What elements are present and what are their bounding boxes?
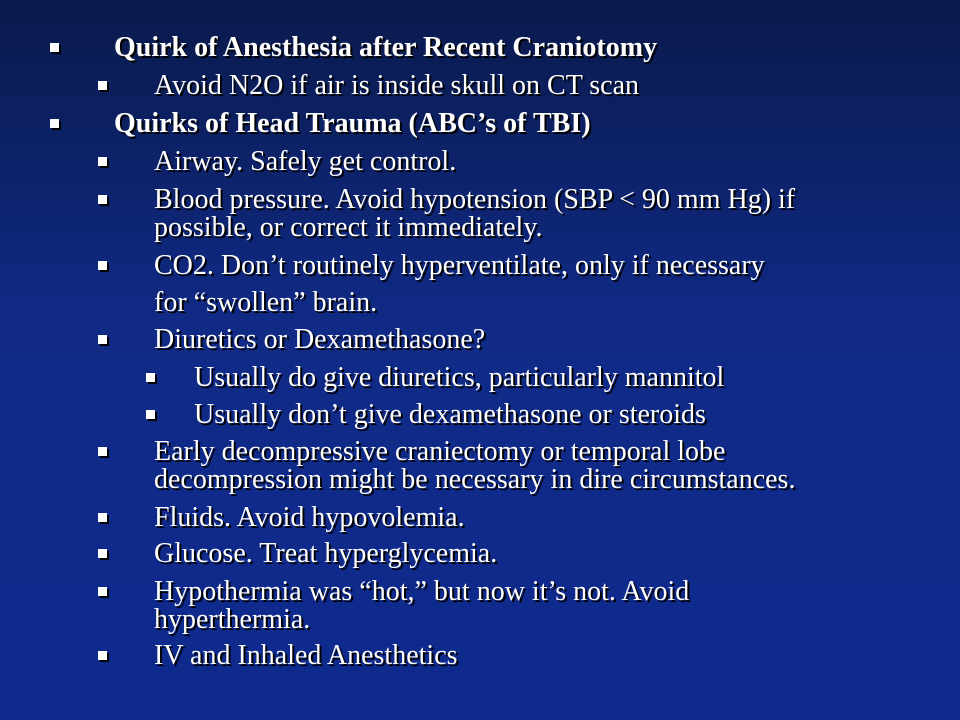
list-item: CO2. Don’t routinely hyperventilate, only if necessary <box>154 250 765 281</box>
list-item-line: Early decompressive craniectomy or temporal lobe <box>154 436 726 467</box>
list-item: IV and Inhaled Anesthetics <box>154 640 458 671</box>
heading-head-trauma: Quirks of Head Trauma (ABC’s of TBI) <box>114 108 591 139</box>
list-item: Diuretics or Dexamethasone? <box>154 324 486 355</box>
sub-list-item: Usually do give diuretics, particularly mannitol <box>194 362 725 393</box>
list-item: Airway. Safely get control. <box>154 146 457 177</box>
heading-craniotomy: Quirk of Anesthesia after Recent Craniotomy <box>114 32 658 63</box>
bullet-icon <box>98 261 107 270</box>
bullet-icon <box>98 335 107 344</box>
bullet-icon <box>146 410 155 419</box>
bullet-icon <box>98 513 107 522</box>
bullet-icon <box>50 119 59 128</box>
list-item: Glucose. Treat hyperglycemia. <box>154 538 498 569</box>
list-item: Avoid N2O if air is inside skull on CT scan <box>154 70 640 101</box>
bullet-icon <box>146 373 155 382</box>
list-item <box>154 438 795 494</box>
list-item <box>154 186 795 242</box>
list-item-line: Blood pressure. Avoid hypotension (SBP < 90 mm Hg) if <box>154 184 796 215</box>
list-item: Fluids. Avoid hypovolemia. <box>154 502 465 533</box>
list-item-line: hyperthermia. <box>154 604 311 635</box>
bullet-icon <box>98 587 107 596</box>
list-item-line: possible, or correct it immediately. <box>154 212 543 243</box>
bullet-icon <box>98 195 107 204</box>
sub-list-item: Usually don’t give dexamethasone or steroids <box>194 399 706 430</box>
bullet-icon <box>98 447 107 456</box>
bullet-icon <box>50 43 59 52</box>
bullet-icon <box>98 651 107 660</box>
list-item-line: Hypothermia was “hot,” but now it’s not. Avoid <box>154 576 690 607</box>
list-item-line: decompression might be necessary in dire circumstances. <box>154 464 796 495</box>
list-item <box>154 578 689 634</box>
bullet-icon <box>98 549 107 558</box>
bullet-icon <box>98 157 107 166</box>
bullet-icon <box>98 81 107 90</box>
list-item-continuation: for “swollen” brain. <box>154 287 378 318</box>
